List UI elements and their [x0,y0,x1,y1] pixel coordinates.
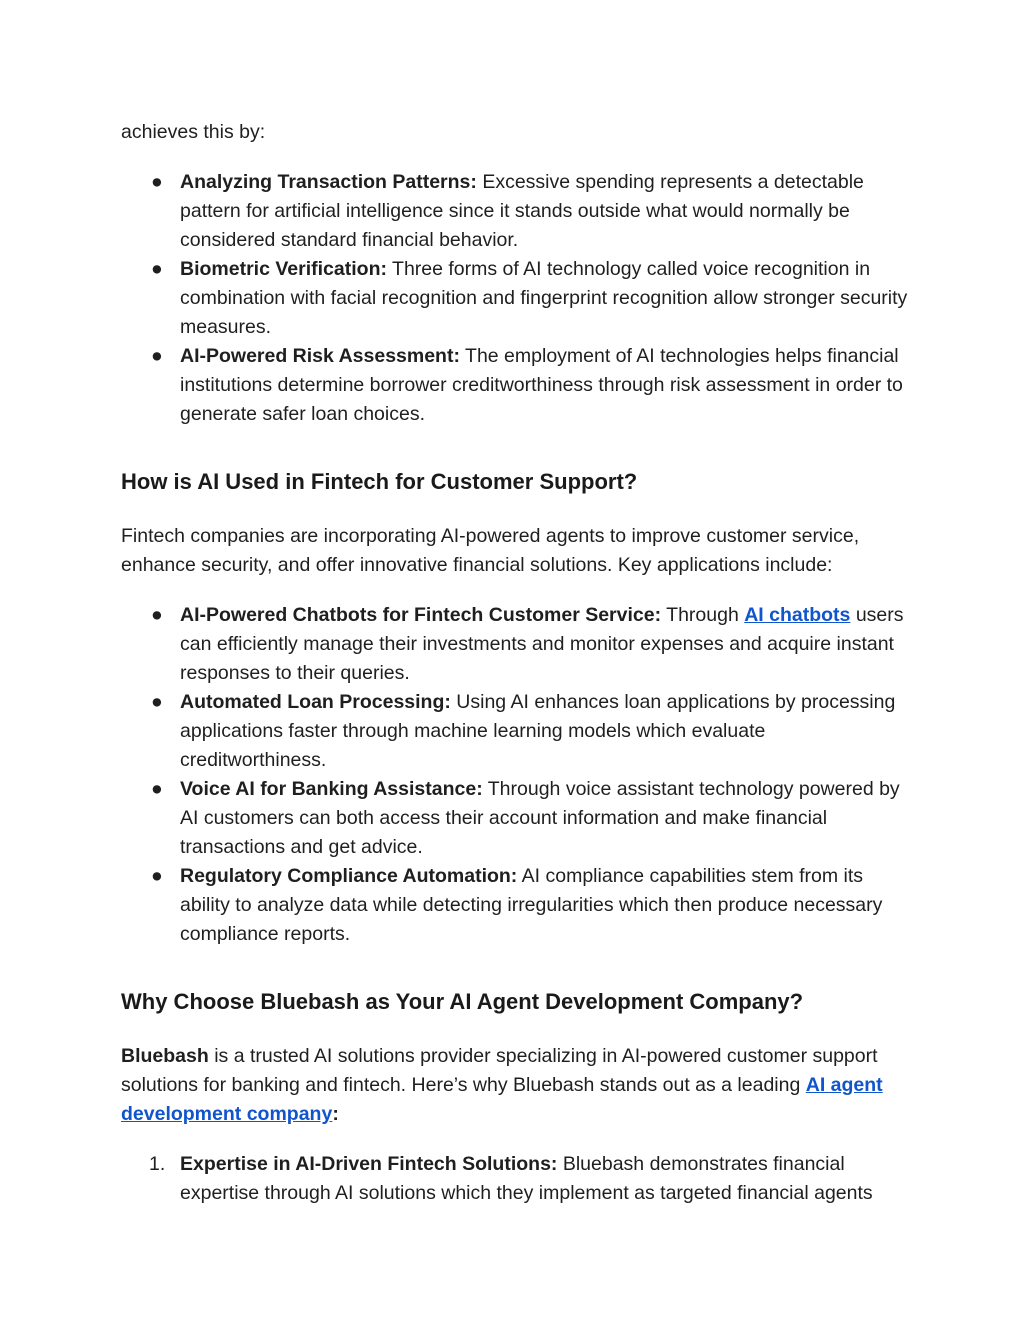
paragraph-text: is a trusted AI solutions provider specializing in AI-powered customer support solutions for banking and fintech. Here’s why Bluebash stands out as a leading [121,1045,878,1096]
item-term: Voice AI for Banking Assistance: [180,778,483,800]
list-number: 1. [149,1153,166,1175]
document-page [121,118,911,1208]
bullet-icon: ● [151,171,163,193]
bullet-icon: ● [151,865,163,887]
item-term: AI-Powered Chatbots for Fintech Customer Service: [180,604,662,626]
item-term: Expertise in AI-Driven Fintech Solutions: [180,1153,558,1175]
reasons-list [121,1150,911,1208]
list-item [121,601,911,688]
bullet-icon: ● [151,604,163,626]
list-item [121,342,911,429]
item-desc: Three forms of AI technology called voice recognition in combination with facial recognition and fingerprint recognition allow stronger security measures. [180,258,908,338]
item-desc: The employment of AI technologies helps financial institutions determine borrower creditworthiness through risk assessment in order to generate safer loan choices. [180,345,903,425]
applications-list [121,601,911,949]
bluebash-paragraph [121,1042,911,1129]
item-term: Biometric Verification: [180,258,387,280]
item-desc: Bluebash demonstrates financial expertise through AI solutions which they implement as targeted financial agents [180,1153,873,1204]
section-paragraph: Fintech companies are incorporating AI-powered agents to improve customer service, enhance security, and offer innovative financial solutions. Key applications include: [121,525,860,576]
bullet-icon: ● [151,778,163,800]
list-item [121,168,911,255]
list-item [121,1150,911,1208]
item-term: Automated Loan Processing: [180,691,451,713]
ai-agent-development-link[interactable]: AI agent development company [121,1074,883,1125]
intro-text: achieves this by: [121,121,266,143]
item-desc: Excessive spending represents a detectable pattern for artificial intelligence since it stands outside what would normally be considered standard financial behavior. [180,171,864,251]
section-heading-customer-support: How is AI Used in Fintech for Customer Support? [121,469,638,494]
list-item [121,688,911,775]
item-desc: Through [661,604,745,626]
list-item [121,255,911,342]
item-term: AI-Powered Risk Assessment: [180,345,460,367]
bullet-icon: ● [151,258,163,280]
paragraph-end: : [332,1103,339,1125]
section-heading-why-bluebash: Why Choose Bluebash as Your AI Agent Development Company? [121,989,804,1014]
bullet-icon: ● [151,691,163,713]
bluebash-name: Bluebash [121,1045,209,1067]
item-desc: Through voice assistant technology powered by AI customers can both access their account information and make financial transactions and get advice. [180,778,900,858]
item-term: Regulatory Compliance Automation: [180,865,518,887]
bullet-icon: ● [151,345,163,367]
item-desc: Using AI enhances loan applications by processing applications faster through machine learning models which evaluate creditworthiness. [180,691,896,771]
list-item [121,862,911,949]
item-term: Analyzing Transaction Patterns: [180,171,477,193]
item-desc: users can efficiently manage their investments and monitor expenses and acquire instant responses to their queries. [180,604,904,684]
ai-chatbots-link[interactable]: AI chatbots [744,604,851,626]
item-desc: AI compliance capabilities stem from its ability to analyze data while detecting irregularities which then produce necessary compliance reports. [180,865,883,945]
list-item [121,775,911,862]
security-features-list [121,168,911,429]
